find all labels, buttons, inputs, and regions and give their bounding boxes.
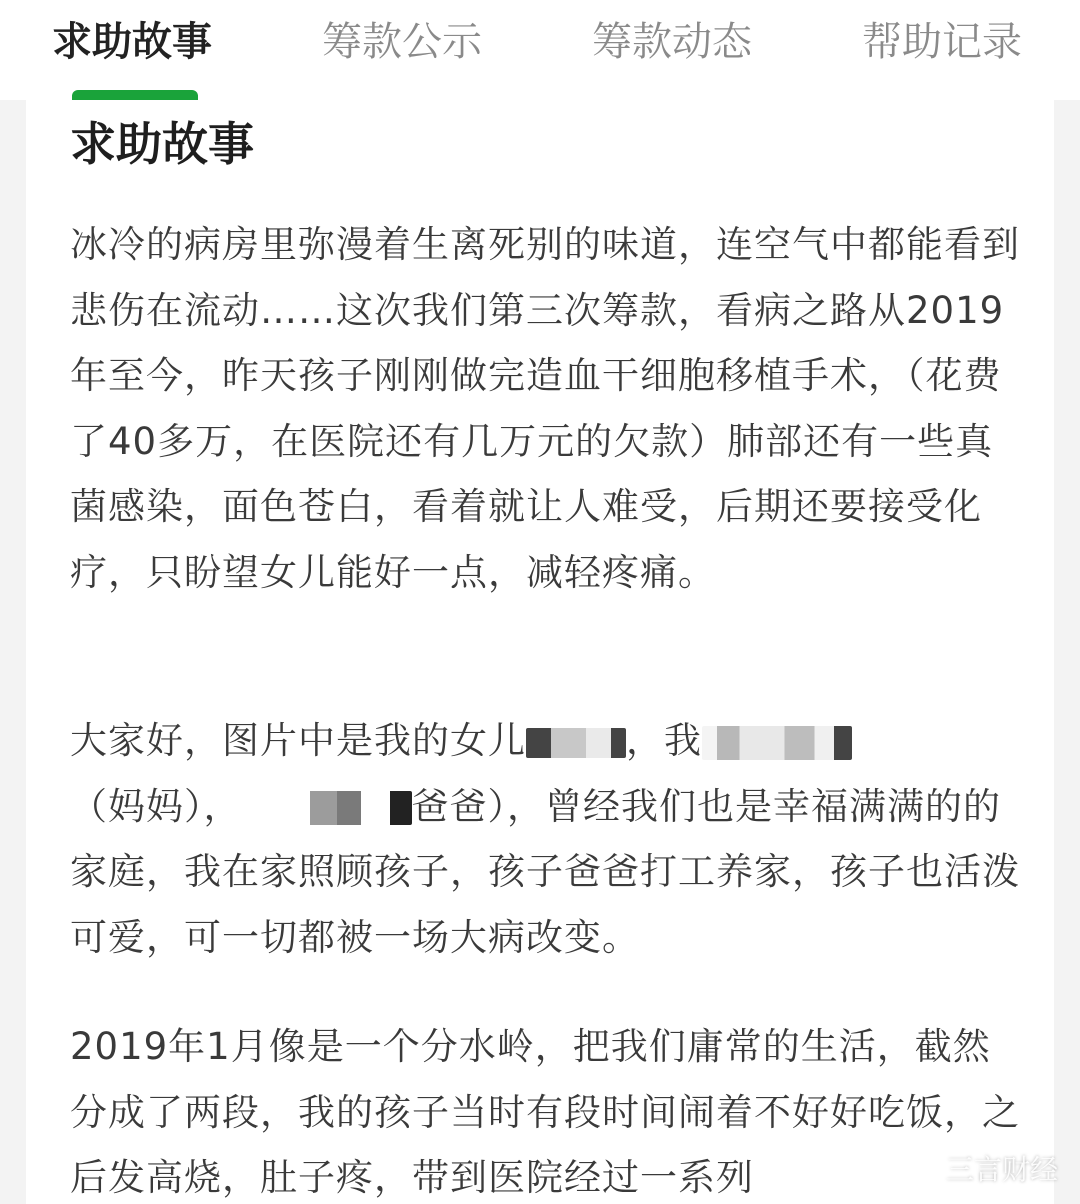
- redacted-name-2: [702, 726, 852, 760]
- story-paragraph-3: 2019年1月像是一个分水岭，把我们庸常的生活，截然分成了两段，我的孩子当时有段时间闹着不好好吃饭，之后发高烧，肚子疼，带到医院经过一系列: [70, 1025, 1020, 1199]
- story-card: [26, 100, 1054, 1204]
- story-paragraph-2: [70, 708, 1020, 970]
- tab-help-story[interactable]: 求助故事: [52, 19, 212, 65]
- watermark: [904, 1150, 1058, 1190]
- paragraph-2-text-c: （妈妈），: [70, 784, 242, 828]
- tab-bar: [0, 0, 1080, 100]
- paragraph-2-text-b: ，我: [626, 719, 702, 762]
- section-title: 求助故事: [70, 117, 254, 171]
- wechat-channel-icon: [904, 1157, 940, 1185]
- story-paragraph-1: 冰冷的病房里弥漫着生离死别的味道，连空气中都能看到悲伤在流动……这次我们第三次筹款，看病之路从2019年至今，昨天孩子刚刚做完造血干细胞移植手术，（花费了40多万，在医院还有几万元的欠款）肺部还有一些真菌感染，面色苍白，看着就让人难受，后期还要接受化疗，只盼望女儿能好一点，减轻疼痛。: [70, 223, 1020, 594]
- redacted-name-1: [526, 728, 626, 758]
- tab-help-records[interactable]: 帮助记录: [862, 19, 1022, 65]
- tab-fundraising-updates[interactable]: 筹款动态: [592, 19, 752, 65]
- watermark-text: 三言财经: [945, 1153, 1058, 1186]
- paragraph-2-text-a: 大家好，图片中是我的女儿: [70, 719, 526, 762]
- redacted-name-3: [242, 791, 412, 825]
- tab-fundraising-disclosure[interactable]: 筹款公示: [322, 19, 482, 65]
- paragraph-2-text-d: 爸爸），曾经我们也是幸福满满的的家庭，我在家照顾孩子，孩子爸爸打工养家，孩子也活泼可爱，可一切都被一场大病改变。: [70, 784, 1020, 959]
